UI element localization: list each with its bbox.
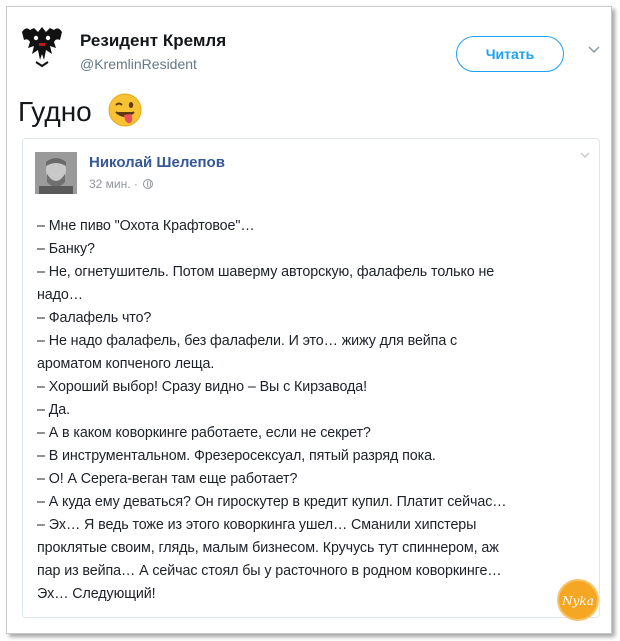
post-body (37, 215, 593, 606)
post-text-line: – Мне пиво "Охота Крафтовое"… (37, 218, 255, 234)
post-text-line: – Банку? (37, 241, 95, 257)
post-text-line: – Да. (37, 402, 71, 418)
author-handle[interactable]: @KremlinResident (80, 56, 197, 72)
chevron-down-icon[interactable] (586, 42, 602, 58)
post-text-line: – Фалафель что? (37, 310, 152, 326)
watermark-text: Nyka (562, 594, 594, 608)
tweet-header (16, 18, 606, 78)
author-avatar[interactable] (16, 18, 68, 70)
post-text-line: надо… (37, 287, 83, 303)
globe-icon (143, 179, 153, 189)
post-text-line: – О! А Серега-веган там еще работает? (37, 471, 298, 487)
post-text-line: – Хороший выбор! Сразу видно – Вы с Кирзавода! (37, 379, 367, 395)
post-text-line: ароматом копченого леща. (37, 356, 215, 372)
post-text-line: – Эх… Я ведь тоже из этого коворкинга ушел… Сманили хипстеры (37, 517, 477, 533)
post-text-line: – В инструментальном. Фрезеросексуал, пятый разряд пока. (37, 448, 436, 464)
post-author-avatar[interactable] (35, 152, 77, 194)
post-text-line: – А в каком коворкинге работаете, если не секрет? (37, 425, 371, 441)
post-text-line: – Не, огнетушитель. Потом шаверму авторскую, фалафель только не (37, 264, 495, 280)
post-text-line: проклятые своим, глядь, малым бизнесом. Кручусь тут спиннером, аж (37, 540, 499, 556)
post-text-line: Эх… Следующий! (37, 586, 156, 602)
follow-button[interactable]: Читать (456, 36, 564, 72)
post-text-line: – Не надо фалафель, без фалафели. И это… жижу для вейпа с (37, 333, 458, 349)
post-time[interactable]: 32 мин. · (89, 177, 138, 191)
post-text-line: пар из вейпа… А сейчас стоял бы у расточного в родном коворкинге… (37, 563, 502, 579)
embedded-facebook-post[interactable] (22, 138, 600, 618)
tweet-text: Гудно (18, 96, 92, 127)
post-meta (89, 177, 153, 191)
eagle-logo-icon (16, 18, 68, 70)
author-name[interactable]: Резидент Кремля (80, 31, 227, 50)
winking-tongue-emoji-icon (108, 93, 142, 127)
post-text-line: – А куда ему деваться? Он гироскутер в кредит купил. Платит сейчас… (37, 494, 507, 510)
post-chevron-down-icon[interactable] (579, 149, 591, 161)
post-author-name[interactable]: Николай Шелепов (89, 154, 225, 171)
nyka-watermark-logo (556, 578, 600, 622)
